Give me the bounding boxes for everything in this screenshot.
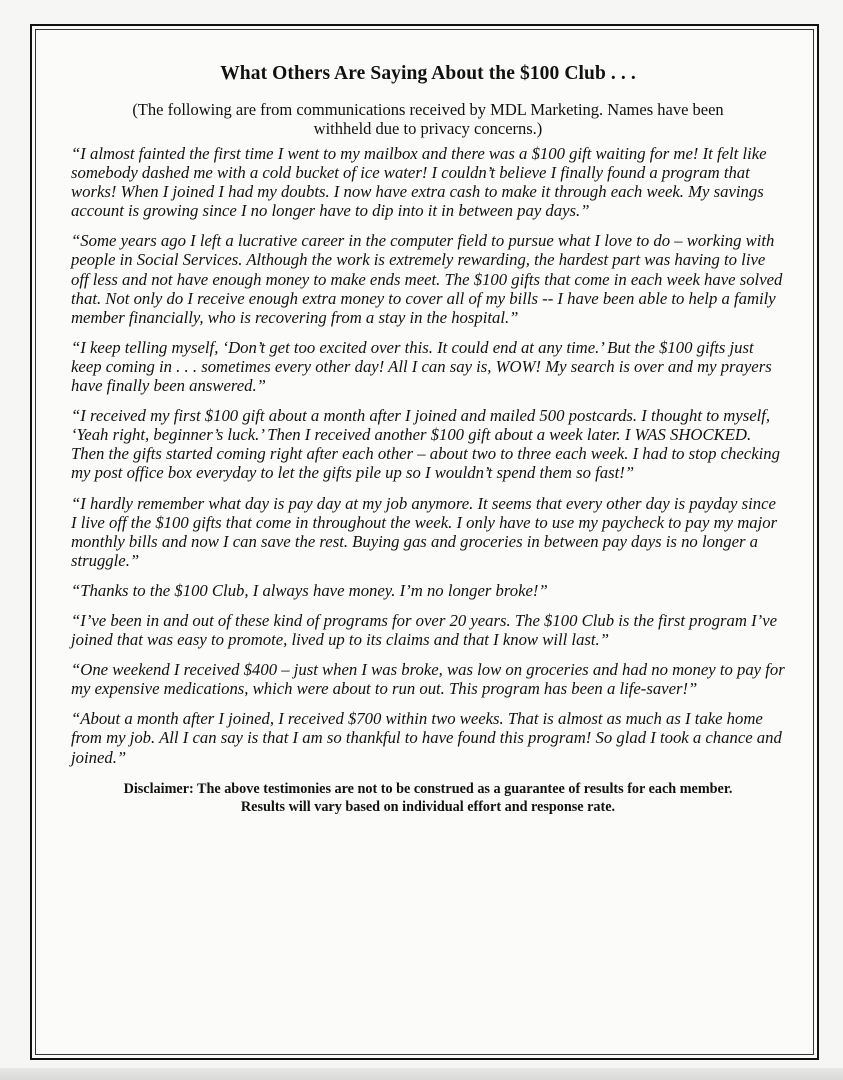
intro-note: (The following are from communications received by MDL Marketing. Names have been withheld due to privacy concerns.)	[132, 100, 724, 138]
testimonial-4: “I received my first $100 gift about a month after I joined and mailed 500 postcards. I thought to myself, ‘Yeah right, beginner’s luck.’ Then I received another $100 gift about a week later. I WAS SHOCKED. Then the gifts started coming right after each other – about two to three each week. I had to stop checking my post office box everyday to let the gifts pile up so I wouldn’t spend them so fast!”	[71, 406, 780, 483]
disclaimer: Disclaimer: The above testimonies are not to be construed as a guarantee of results for each member. Results will vary based on individual effort and response rate.	[123, 780, 733, 815]
testimonial-7: “I’ve been in and out of these kind of programs for over 20 years. The $100 Club is the first program I’ve joined that was easy to promote, lived up to its claims and that I know will last.”	[71, 610, 778, 650]
testimonial-5: “I hardly remember what day is pay day at my job anymore. It seems that every other day is payday since I live off the $100 gifts that come in throughout the week. I only have to use my paycheck to pay my major monthly bills and now I can save the rest. Buying gas and groceries in between pay days is no longer a struggle.”	[71, 493, 778, 570]
document-frame	[30, 24, 819, 1060]
testimonial-9: “About a month after I joined, I received $700 within two weeks. That is almost as much as I take home from my job. All I can say is that I am so thankful to have found this program! So glad I took a chance and joined.”	[71, 709, 782, 767]
testimonial-3: “I keep telling myself, ‘Don’t get too excited over this. It could end at any time.’ But the $100 gifts just keep coming in . . . sometimes every other day! All I can say is, WOW! My search is over and my prayers have finally been answered.”	[71, 337, 772, 396]
document-content	[71, 62, 785, 816]
testimonial-8: “One weekend I received $400 – just when I was broke, was low on groceries and had no money to pay for my expensive medications, which were about to run out. This program has been a life-saver!”	[71, 660, 785, 699]
scan-edge	[0, 1068, 843, 1080]
testimonial-2: “Some years ago I left a lucrative career in the computer field to pursue what I love to do – working with people in Social Services. Although the work is extremely rewarding, the hardest part was having to live off less and not have enough money to make ends meet. The $100 gifts that come in each week have solved that. Not only do I receive enough extra money to cover all of my bills -- I have been able to help a family member financially, who is recovering from a stay in the hospital.”	[71, 231, 783, 327]
testimonial-1: “I almost fainted the first time I went to my mailbox and there was a $100 gift waiting for me! It felt like somebody dashed me with a cold bucket of ice water! I couldn’t believe I finally found a program that works! When I joined I had my doubts. I now have extra cash to make it through each week. My savings account is growing since I no longer have to dip into it in between pay days.”	[71, 144, 767, 221]
document-title: What Others Are Saying About the $100 Club . . .	[220, 63, 636, 84]
testimonial-list	[71, 144, 785, 767]
testimonial-6: “Thanks to the $100 Club, I always have money. I’m no longer broke!”	[71, 580, 548, 600]
